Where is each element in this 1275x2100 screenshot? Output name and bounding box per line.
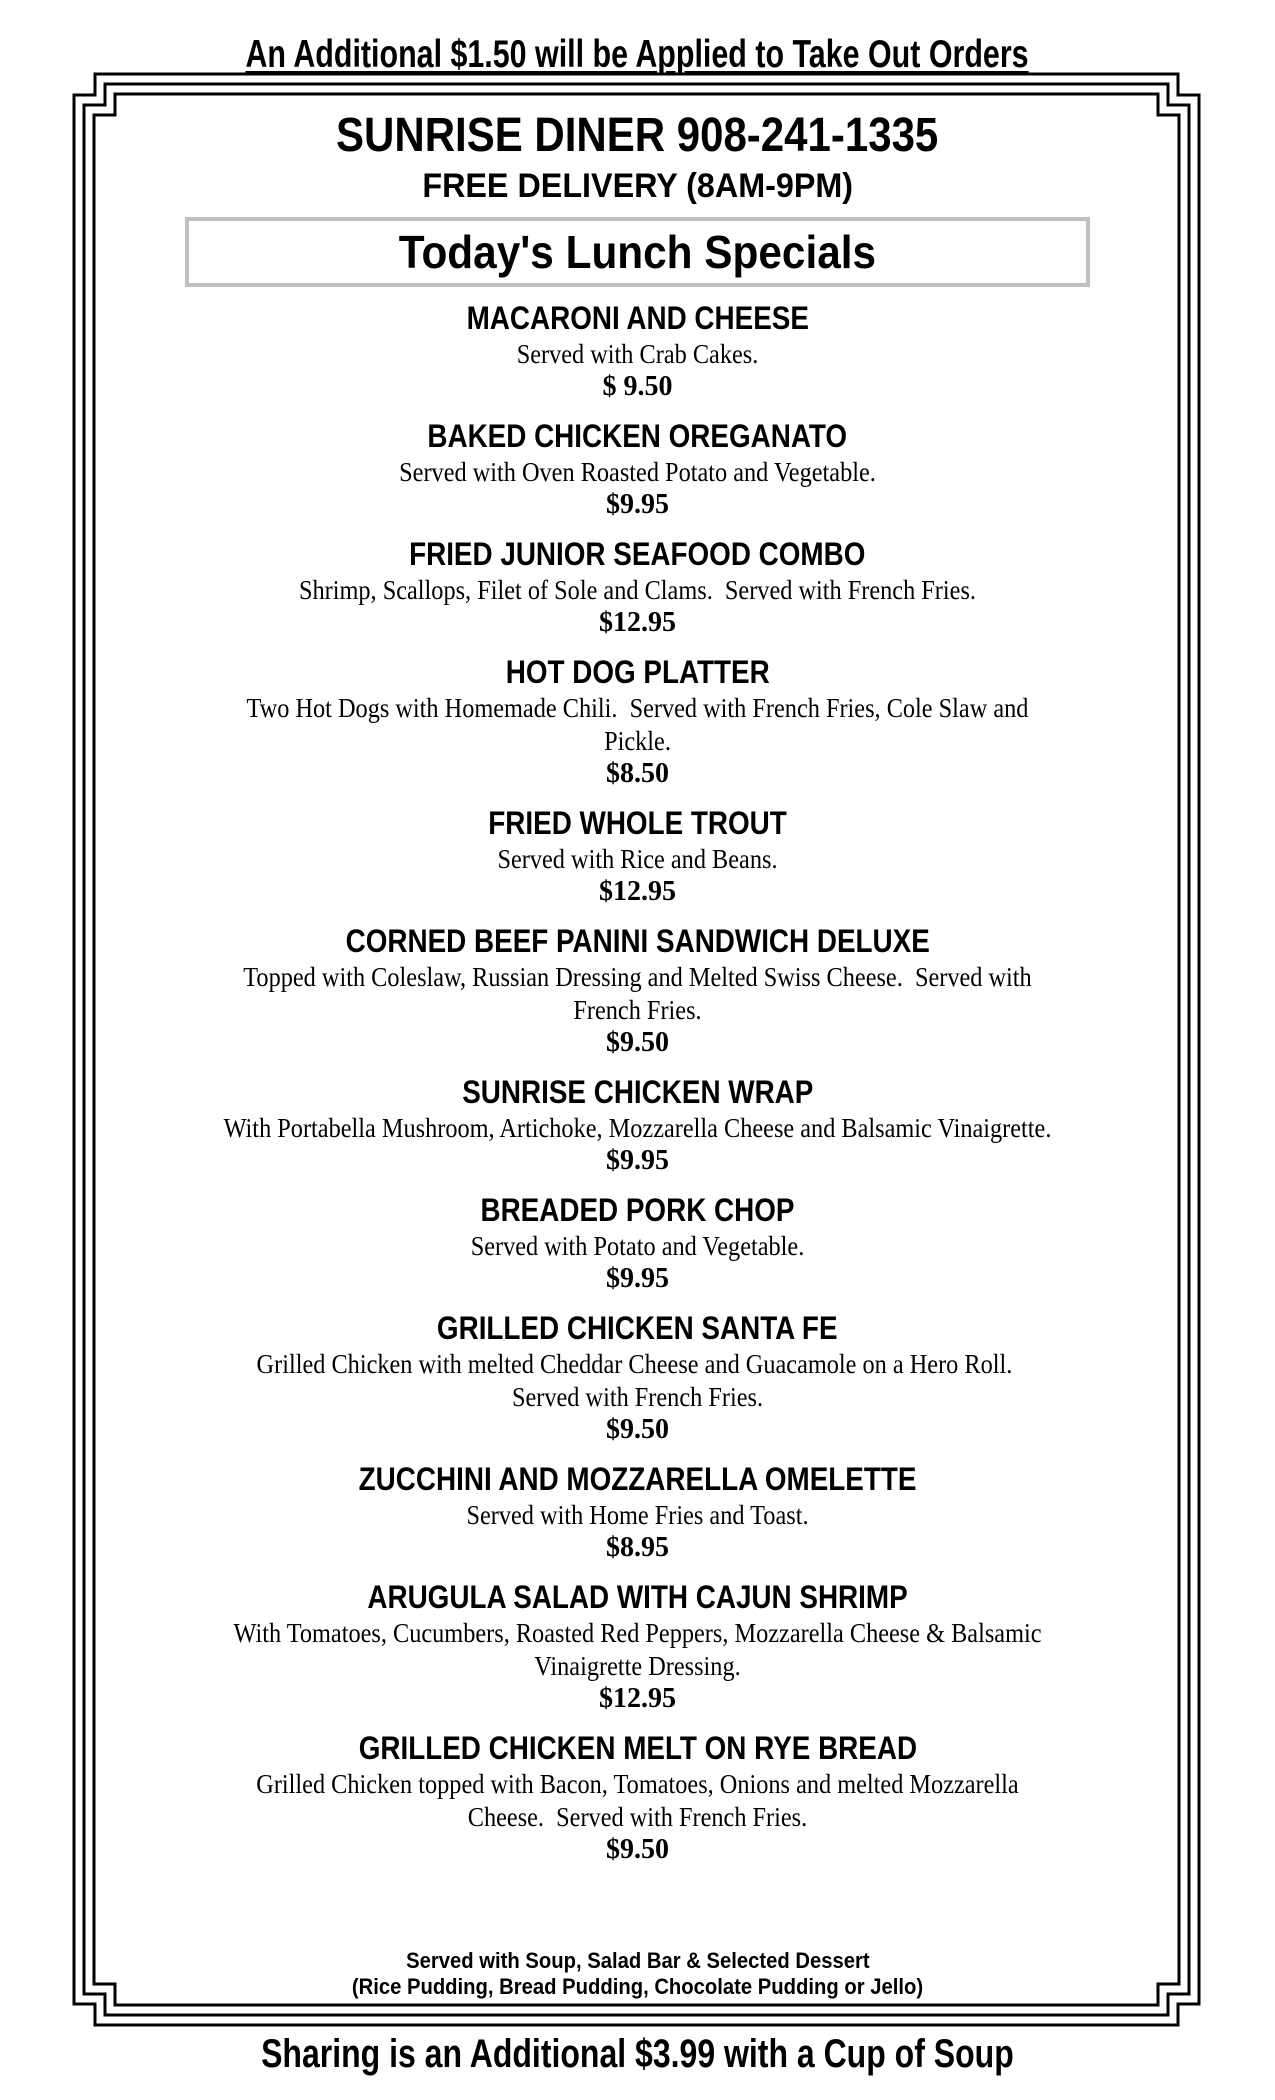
item-description: With Portabella Mushroom, Artichoke, Mozzarella Cheese and Balsamic Vinaigrette. (223, 1113, 1052, 1143)
item-description: Served with Home Fries and Toast. (466, 1500, 809, 1530)
item-price: $9.50 (606, 1027, 669, 1058)
item-price: $12.95 (599, 1683, 676, 1714)
sharing-notice-text: Sharing is an Additional $3.99 with a Cup of Soup (261, 2032, 1014, 2076)
item-price: $9.95 (606, 1145, 669, 1176)
free-delivery-text: FREE DELIVERY (8AM-9PM) (422, 167, 853, 205)
menu-item (0, 1309, 1275, 1446)
item-name: ZUCCHINI AND MOZZARELLA OMELETTE (358, 1461, 917, 1497)
item-description: Served with Potato and Vegetable. (470, 1231, 805, 1261)
item-name: FRIED JUNIOR SEAFOOD COMBO (409, 536, 866, 572)
item-name: BREADED PORK CHOP (480, 1192, 795, 1228)
item-description: Served with Rice and Beans. (497, 844, 778, 874)
item-description: With Tomatoes, Cucumbers, Roasted Red Peppers, Mozzarella Cheese & Balsamic Vinaigrette Dressing. (233, 1618, 1042, 1681)
item-price: $8.95 (606, 1532, 669, 1563)
menu-items-list (0, 299, 1275, 1866)
item-description: Two Hot Dogs with Homemade Chili. Served with French Fries, Cole Slaw and Pickle. (246, 693, 1029, 756)
menu-item (0, 417, 1275, 521)
item-name: ARUGULA SALAD WITH CAJUN SHRIMP (367, 1579, 908, 1615)
item-name: BAKED CHICKEN OREGANATO (427, 418, 848, 454)
item-description: Grilled Chicken topped with Bacon, Tomatoes, Onions and melted Mozzarella Cheese. Served with French Fries. (256, 1769, 1019, 1832)
item-description: Served with Crab Cakes. (516, 339, 759, 369)
item-price: $12.95 (599, 607, 676, 638)
item-price: $9.95 (606, 489, 669, 520)
item-name: HOT DOG PLATTER (505, 654, 770, 690)
takeout-notice (0, 32, 1275, 78)
menu-item (0, 1578, 1275, 1715)
item-name: GRILLED CHICKEN SANTA FE (437, 1310, 838, 1346)
item-price: $9.50 (606, 1414, 669, 1445)
included-note-line2: (Rice Pudding, Bread Pudding, Chocolate Pudding or Jello) (351, 1974, 924, 1999)
included-note-line1: Served with Soup, Salad Bar & Selected Dessert (405, 1948, 870, 1973)
menu-item (0, 653, 1275, 790)
menu-header (0, 108, 1275, 287)
item-description: Shrimp, Scallops, Filet of Sole and Clams. Served with French Fries. (299, 575, 976, 605)
menu-item (0, 804, 1275, 908)
included-note (0, 1948, 1275, 2000)
item-price: $9.95 (606, 1263, 669, 1294)
item-description: Served with Oven Roasted Potato and Vegetable. (399, 457, 876, 487)
menu-item (0, 1460, 1275, 1564)
menu-item (0, 922, 1275, 1059)
restaurant-title-text: SUNRISE DINER 908-241-1335 (336, 109, 939, 162)
item-name: CORNED BEEF PANINI SANDWICH DELUXE (345, 923, 930, 959)
item-name: FRIED WHOLE TROUT (488, 805, 787, 841)
item-price: $9.50 (606, 1834, 669, 1865)
item-price: $8.50 (606, 758, 669, 789)
takeout-notice-text: An Additional $1.50 will be Applied to Take Out Orders (245, 33, 1030, 76)
item-price: $12.95 (599, 876, 676, 907)
menu-title-box (185, 217, 1090, 287)
item-description: Grilled Chicken with melted Cheddar Cheese and Guacamole on a Hero Roll. Served with French Fries. (256, 1349, 1019, 1412)
included-note-line1-row (0, 1948, 1275, 1974)
menu-item (0, 1073, 1275, 1177)
item-name: MACARONI AND CHEESE (466, 300, 809, 336)
item-description: Topped with Coleslaw, Russian Dressing and Melted Swiss Cheese. Served with French Fries. (243, 962, 1032, 1025)
item-price: $ 9.50 (602, 371, 673, 402)
menu-item (0, 299, 1275, 403)
menu-item (0, 535, 1275, 639)
restaurant-title (0, 108, 1275, 164)
menu-item (0, 1729, 1275, 1866)
sharing-notice (0, 2028, 1275, 2080)
menu-item (0, 1191, 1275, 1295)
free-delivery-line (0, 166, 1275, 206)
item-name: SUNRISE CHICKEN WRAP (461, 1074, 814, 1110)
included-note-line2-row (0, 1974, 1275, 2000)
item-name: GRILLED CHICKEN MELT ON RYE BREAD (358, 1730, 917, 1766)
menu-title: Today's Lunch Specials (398, 226, 877, 278)
